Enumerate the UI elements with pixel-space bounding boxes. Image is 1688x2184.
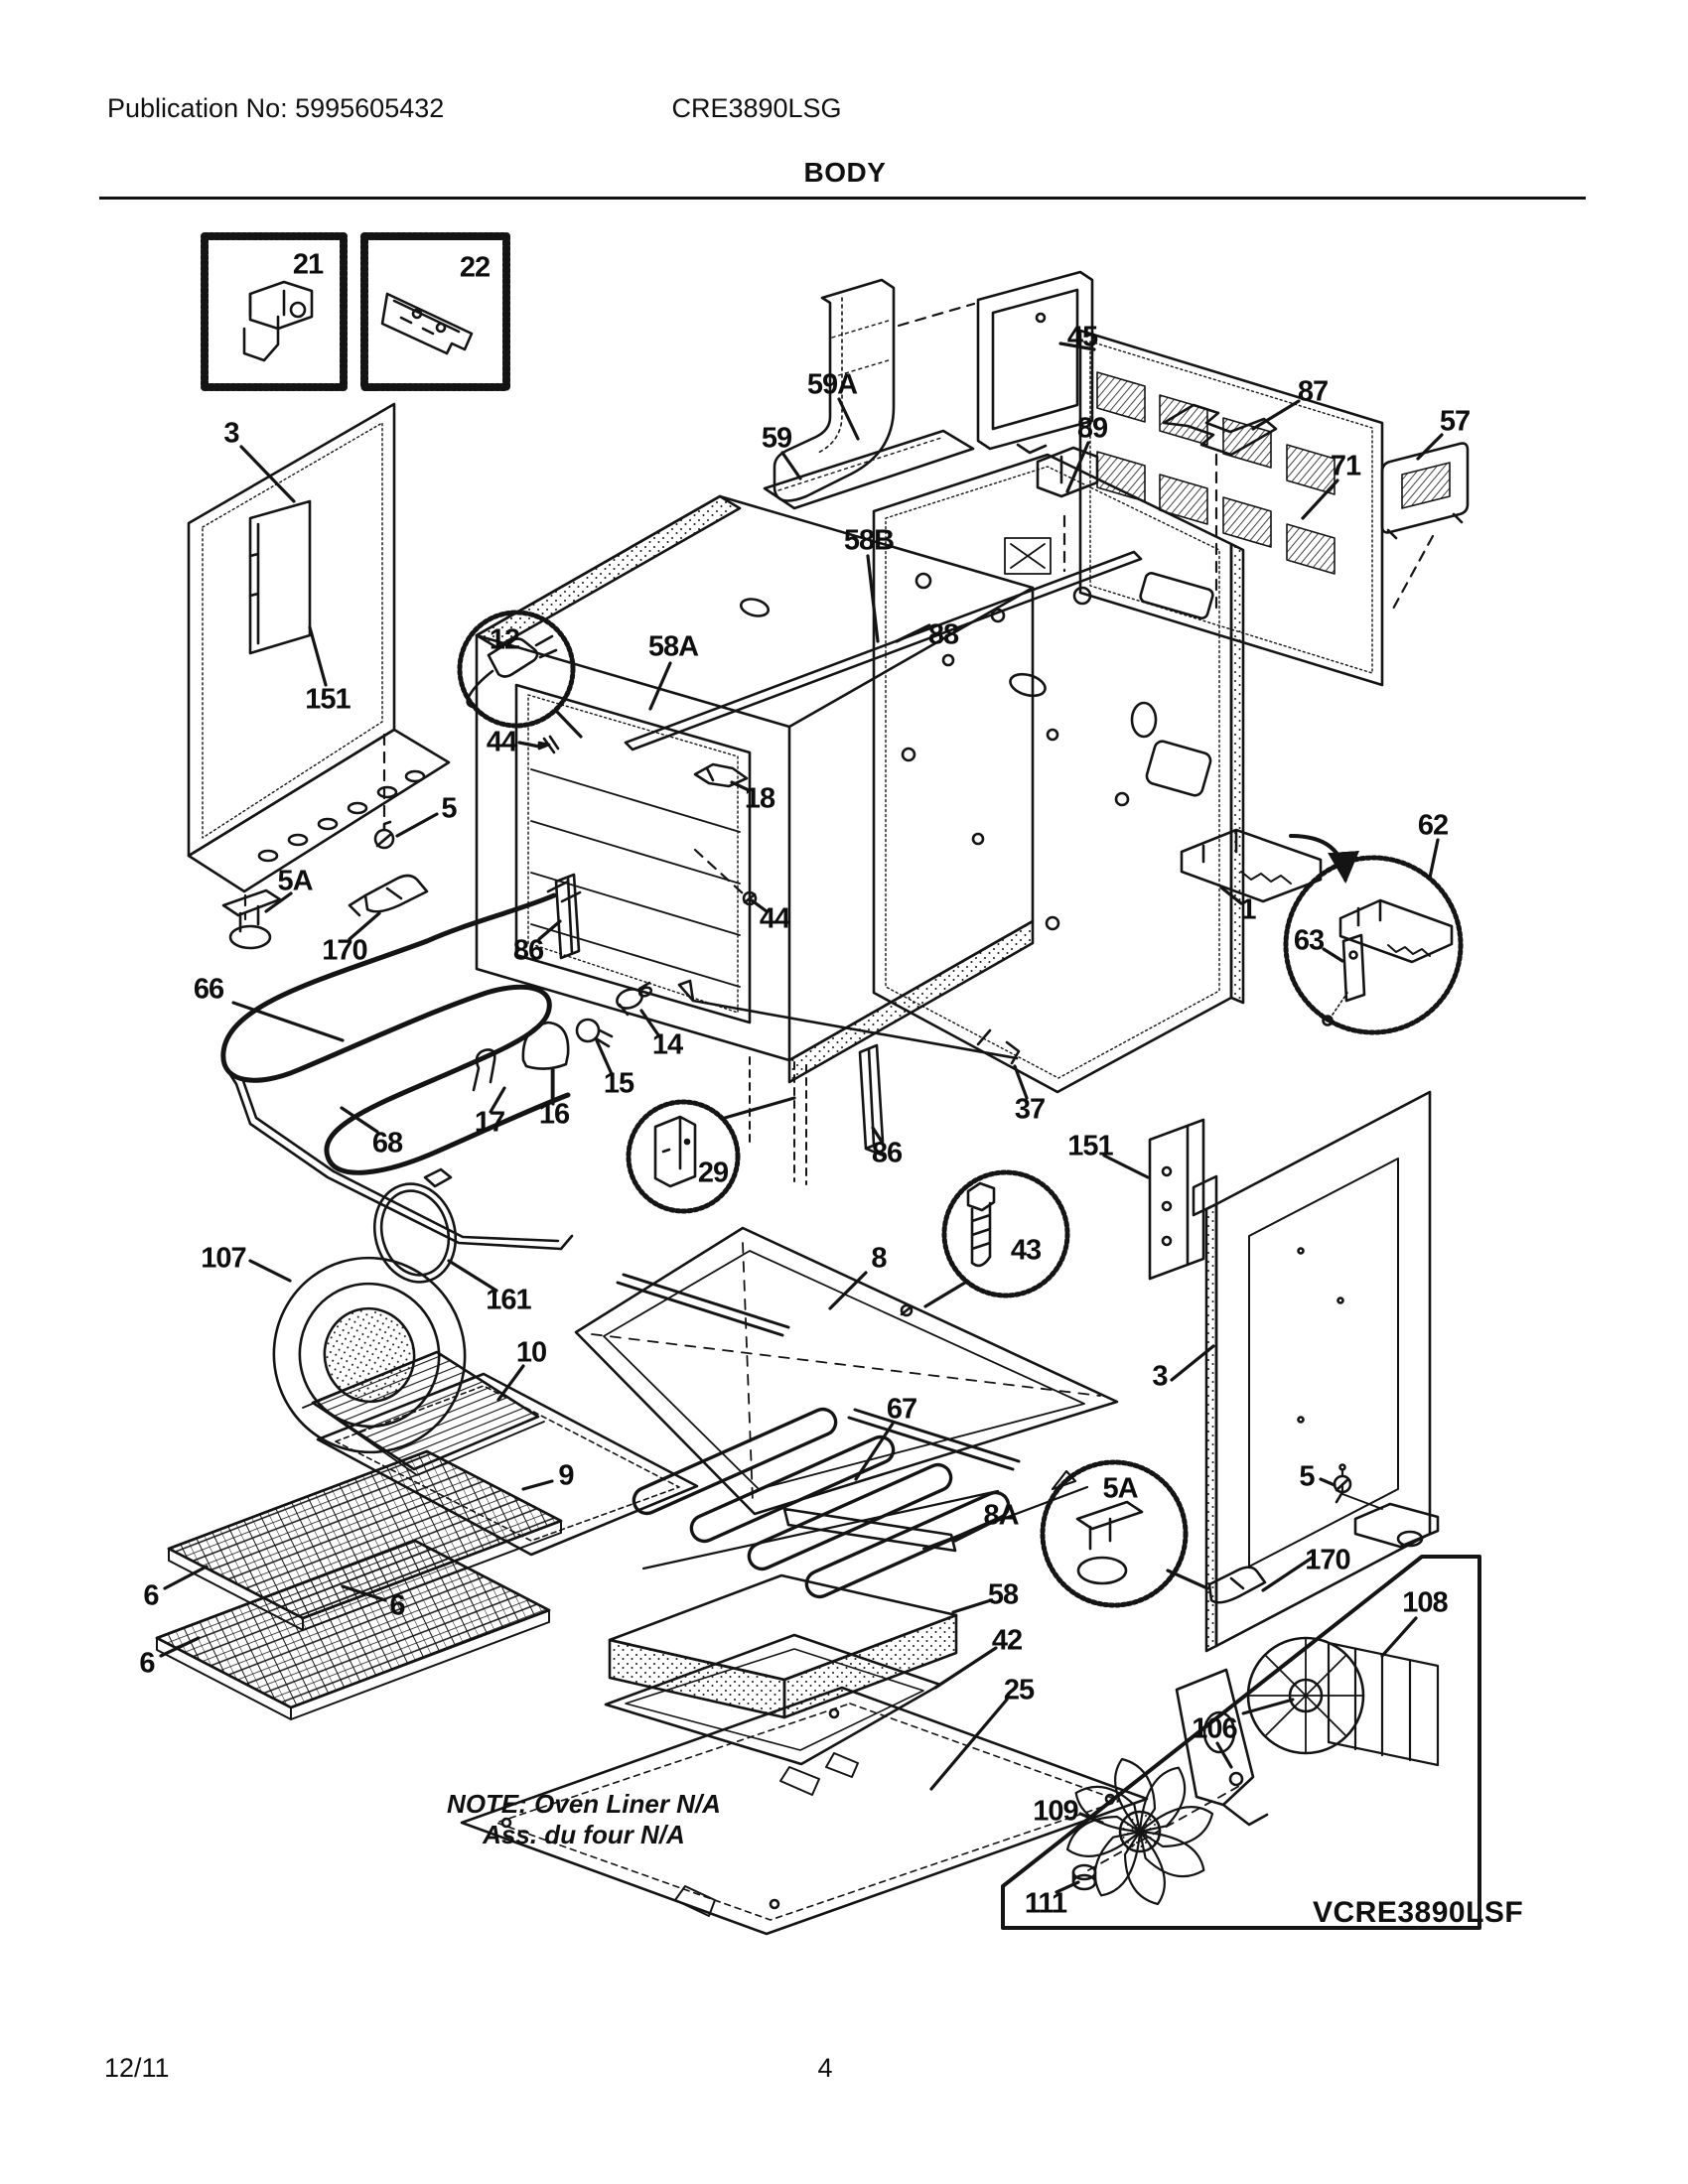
part-label-42: 42	[991, 1624, 1023, 1657]
part-label-25: 25	[1003, 1674, 1035, 1706]
part-label-170: 170	[1305, 1544, 1350, 1576]
part-label-37: 37	[1014, 1093, 1046, 1126]
part-label-151: 151	[1067, 1130, 1113, 1162]
part-label-66: 66	[193, 973, 224, 1006]
part-label-87: 87	[1297, 375, 1329, 408]
part-label-59A: 59A	[806, 368, 858, 401]
part-label-3: 3	[1152, 1360, 1168, 1393]
part-label-22: 22	[459, 251, 491, 284]
part-label-68: 68	[371, 1127, 403, 1160]
footer-page-number: 4	[817, 2053, 833, 2083]
part-label-88: 88	[927, 618, 959, 651]
oven-liner-note	[447, 1789, 721, 1849]
part-label-21: 21	[292, 248, 324, 281]
part-label-16: 16	[538, 1098, 570, 1131]
part-label-14: 14	[651, 1028, 683, 1061]
part-label-8A: 8A	[983, 1499, 1019, 1532]
variant-model-label: VCRE3890LSF	[1313, 1896, 1524, 1929]
model-number: CRE3890LSG	[671, 93, 842, 123]
part-label-15: 15	[603, 1067, 634, 1100]
part-label-107: 107	[201, 1242, 246, 1275]
part-label-6: 6	[143, 1579, 159, 1612]
part-label-57: 57	[1439, 405, 1471, 438]
part-label-5: 5	[441, 792, 457, 825]
part-label-44: 44	[486, 726, 517, 758]
part-label-1: 1	[1240, 893, 1256, 926]
part-label-45: 45	[1066, 321, 1098, 353]
part-label-86: 86	[871, 1137, 903, 1169]
part-label-111: 111	[1024, 1887, 1067, 1920]
part-label-67: 67	[886, 1393, 917, 1426]
part-label-8: 8	[871, 1242, 887, 1275]
part-label-161: 161	[486, 1284, 531, 1316]
part-label-71: 71	[1330, 450, 1361, 482]
part-label-17: 17	[474, 1106, 505, 1139]
part-label-62: 62	[1417, 809, 1449, 842]
part-label-5A: 5A	[277, 865, 313, 897]
footer-date: 12/11	[104, 2053, 170, 2083]
publication-number: Publication No: 5995605432	[107, 93, 445, 123]
part-label-43: 43	[1010, 1234, 1042, 1267]
part-label-58B: 58B	[843, 524, 895, 557]
part-label-3: 3	[223, 417, 239, 450]
part-label-58: 58	[987, 1578, 1019, 1611]
part-label-10: 10	[515, 1336, 547, 1369]
part-label-44: 44	[759, 902, 790, 935]
note-line-1: NOTE: Oven Liner N/A	[447, 1789, 721, 1819]
part-label-9: 9	[558, 1459, 574, 1492]
part-label-5: 5	[1299, 1460, 1315, 1493]
part-label-59: 59	[761, 422, 792, 455]
part-label-6: 6	[139, 1647, 155, 1680]
part-label-29: 29	[697, 1157, 729, 1189]
part-label-6: 6	[389, 1589, 405, 1622]
part-label-170: 170	[322, 934, 367, 967]
part-label-108: 108	[1402, 1586, 1448, 1619]
part-label-151: 151	[305, 683, 351, 716]
part-label-86: 86	[512, 934, 544, 967]
part-label-89: 89	[1076, 412, 1108, 445]
part-label-5A: 5A	[1102, 1472, 1138, 1505]
part-label-109: 109	[1033, 1795, 1078, 1828]
part-label-12: 12	[489, 623, 520, 656]
part-label-63: 63	[1293, 924, 1325, 957]
note-line-2: Ass. du four N/A	[483, 1819, 685, 1849]
part-label-106: 106	[1192, 1712, 1237, 1745]
part-label-58A: 58A	[647, 630, 699, 663]
part-label-18: 18	[744, 782, 775, 815]
section-title: BODY	[803, 157, 887, 188]
